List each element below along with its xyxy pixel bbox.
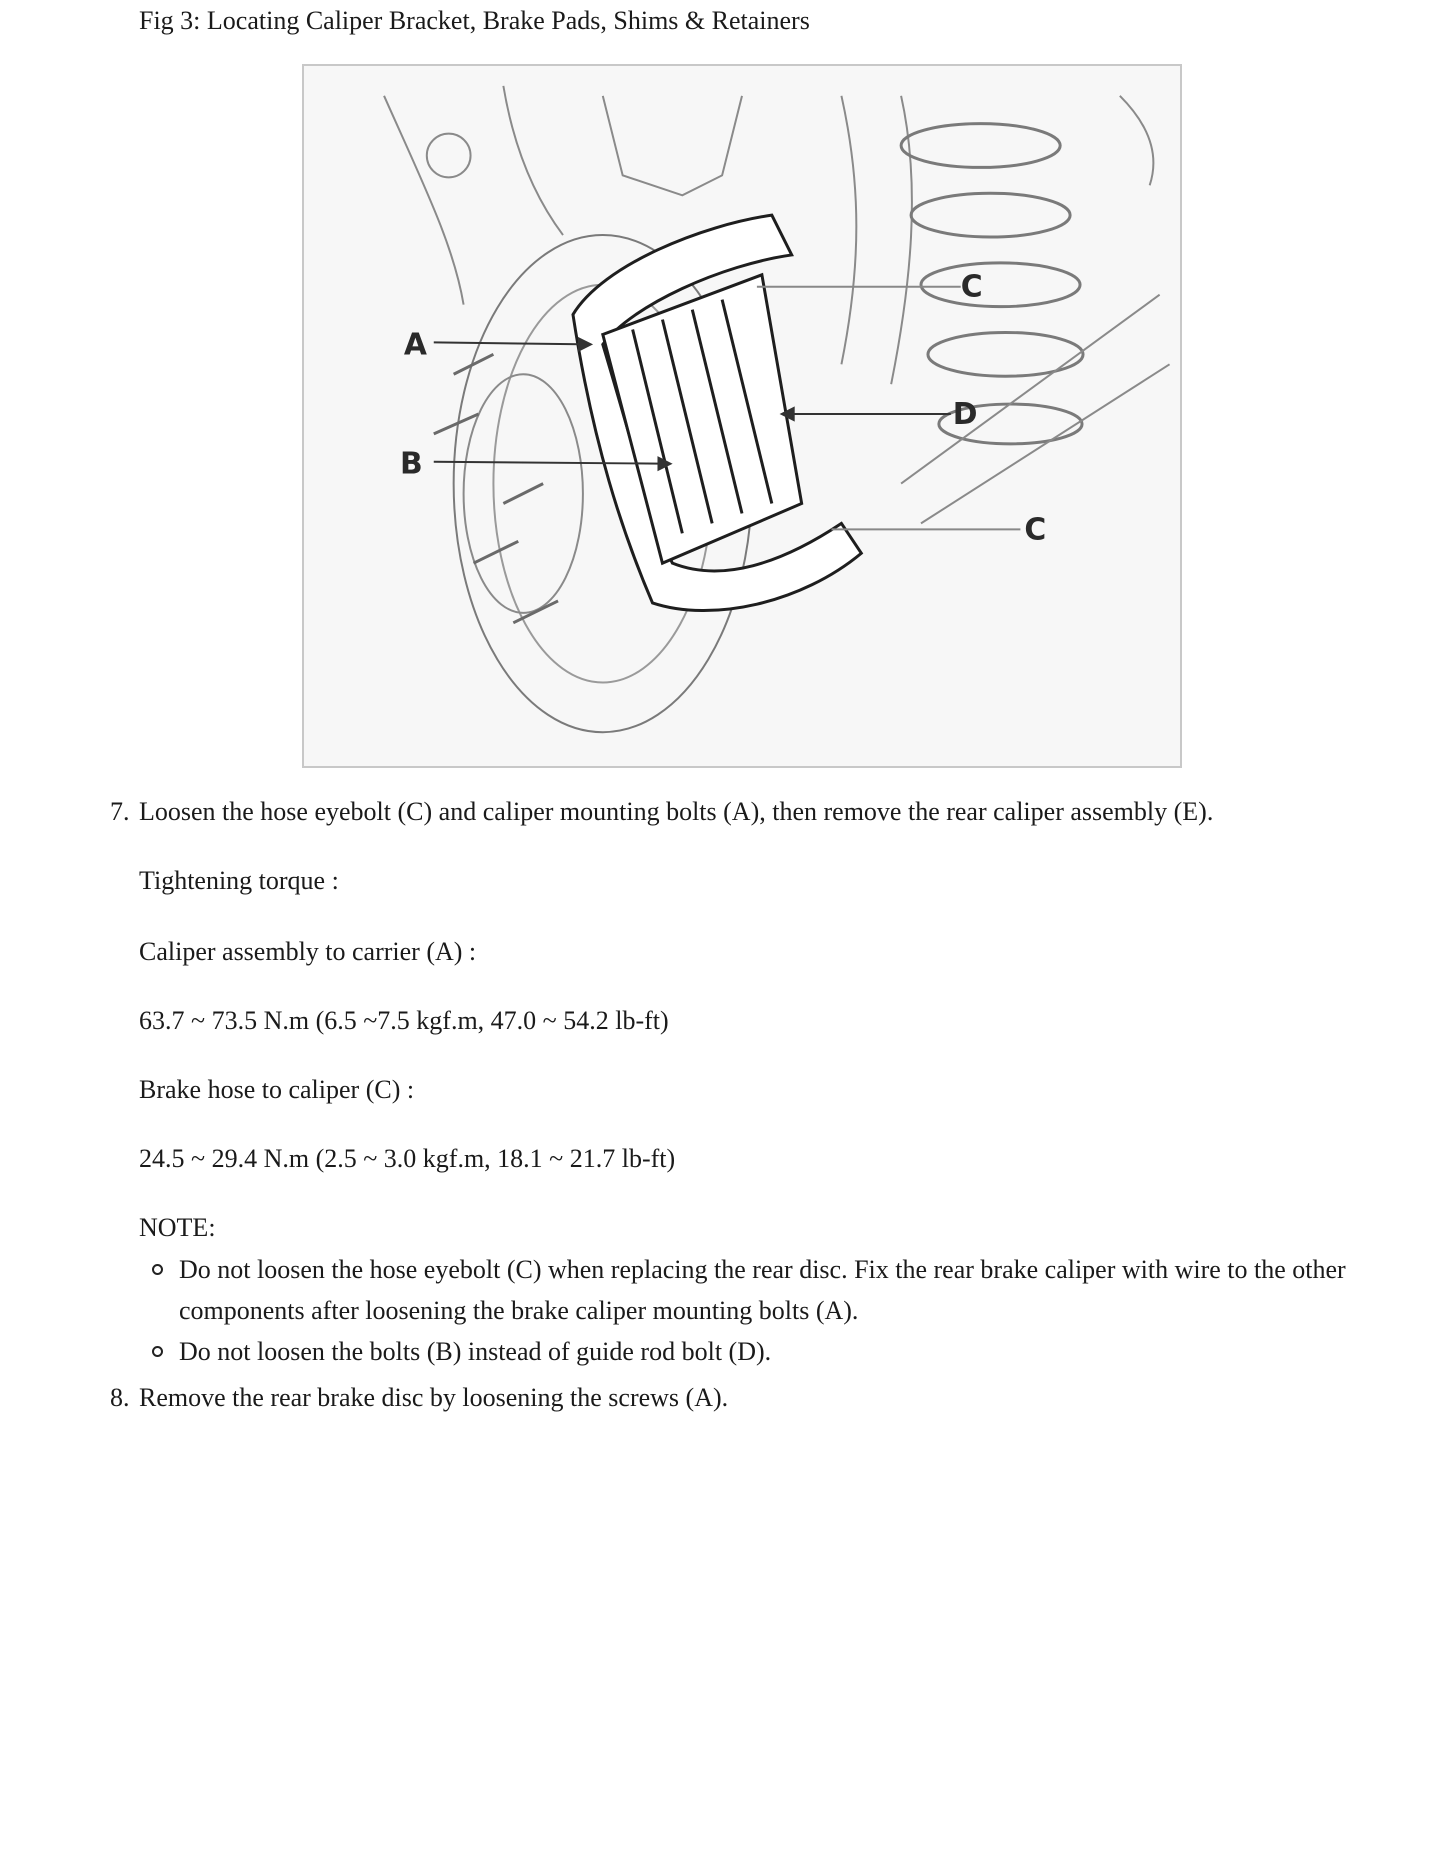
callout-c-top: C [960,269,983,305]
callout-c-bottom: C [1024,512,1047,548]
torque-heading: Tightening torque : [139,866,339,895]
step-8-number: 8. [110,1383,130,1412]
torque-1-label: Caliper assembly to carrier (A) : [139,937,477,966]
caliper-bracket-figure [302,64,1182,768]
note-list [139,1249,1359,1372]
torque-2-value: 24.5 ~ 29.4 N.m (2.5 ~ 3.0 kgf.m, 18.1 ~ 21.7 lb-ft) [139,1144,676,1173]
hollow-bullet-icon [152,1346,163,1357]
step-7-number: 7. [110,797,130,826]
note-1-text: Do not loosen the hose eyebolt (C) when replacing the rear disc. Fix the rear brake caliper with wire to the other components after loosening the brake caliper mounting bolts (A). [179,1255,1346,1325]
step-7-text: Loosen the hose eyebolt (C) and caliper mounting bolts (A), then remove the rear caliper assembly (E). [139,797,1214,826]
callout-a: A [403,327,428,363]
torque-2-label: Brake hose to caliper (C) : [139,1075,415,1104]
caliper-illustration [304,66,1180,766]
callout-b: B [399,446,423,482]
figure-caption: Fig 3: Locating Caliper Bracket, Brake Pads, Shims & Retainers [139,6,810,35]
note-2-text: Do not loosen the bolts (B) instead of guide rod bolt (D). [179,1337,772,1366]
callout-d: D [952,396,978,432]
hollow-bullet-icon [152,1264,163,1275]
list-item [139,1331,1359,1372]
note-heading: NOTE: [139,1213,216,1242]
step-8-text: Remove the rear brake disc by loosening the screws (A). [139,1383,729,1412]
list-item [139,1249,1359,1331]
torque-1-value: 63.7 ~ 73.5 N.m (6.5 ~7.5 kgf.m, 47.0 ~ 54.2 lb-ft) [139,1006,669,1035]
